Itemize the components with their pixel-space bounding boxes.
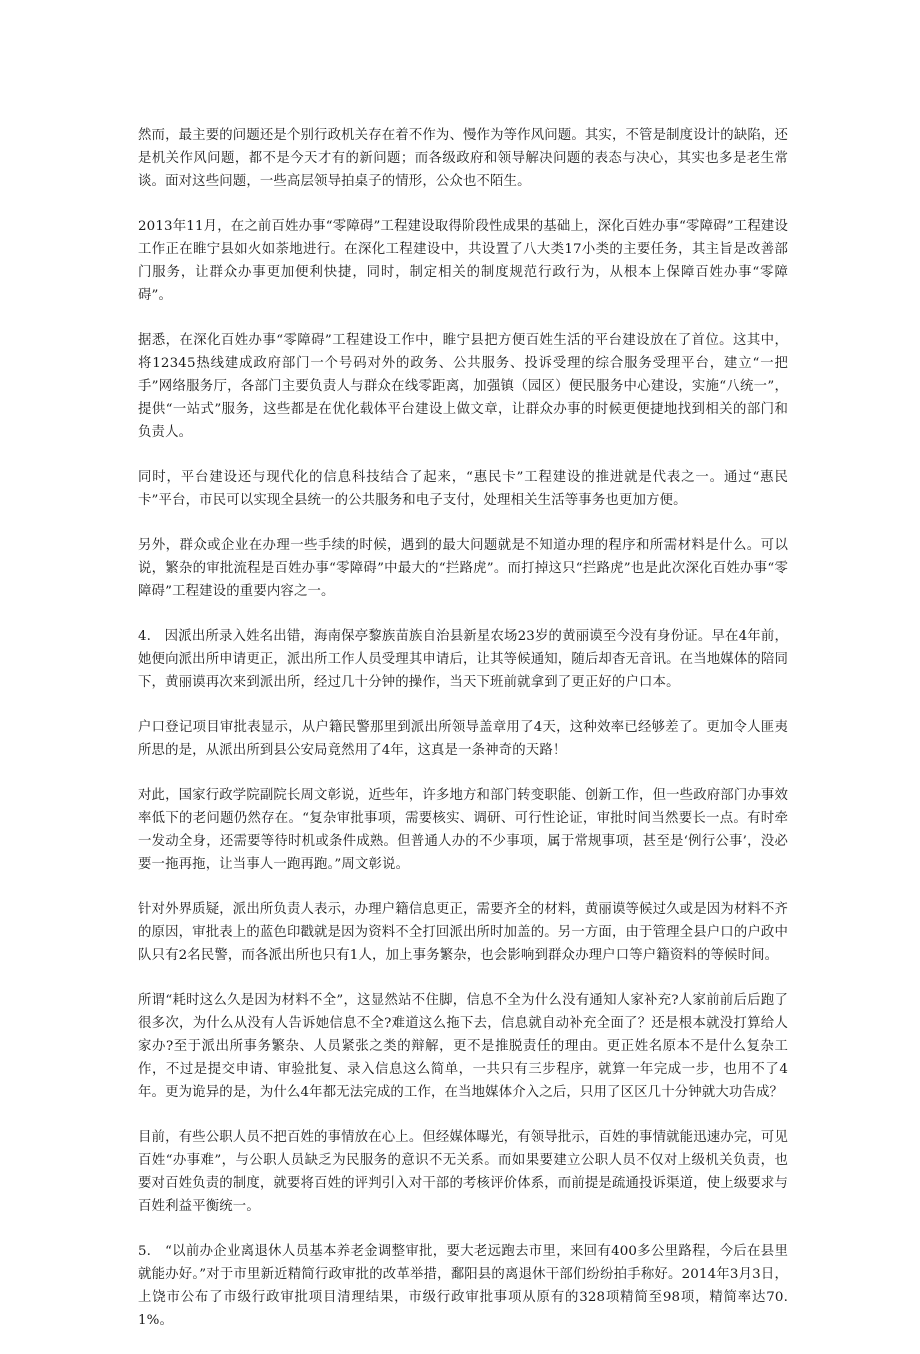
paragraph-5: 另外，群众或企业在办理一些手续的时候，遇到的最大问题就是不知道办理的程序和所需材料是什么。可以说，繁杂的审批流程是百姓办事“零障碍”中最大的“拦路虎”。而打掉这只“拦路虎”也是此次深化百姓办事“零障碍”工程建设的重要内容之一。 <box>138 538 788 599</box>
paragraph-9: 针对外界质疑，派出所负责人表示，办理户籍信息更正，需要齐全的材料，黄丽谟等候过久或是因为材料不齐的原因，审批表上的蓝色印戳就是因为资料不全打回派出所时加盖的。另一方面，由于管理全县户口的户政中队只有2名民警，而各派出所也只有1人，加上事务繁杂，也会影响到群众办理户口等户籍资料的等候时间。 <box>138 902 788 963</box>
paragraph-4: 同时，平台建设还与现代化的信息科技结合了起来，“惠民卡”工程建设的推进就是代表之一。通过“惠民卡”平台，市民可以实现全县统一的公共服务和电子支付，处理相关生活等事务也更加方便。 <box>138 470 788 508</box>
paragraph-12: 5. “以前办企业离退休人员基本养老金调整审批，要大老远跑去市里，来回有400多公里路程，今后在县里就能办好。”对于市里新近精简行政审批的改革举措，鄱阳县的离退休干部们纷纷拍手称好。2014年3月3日，上饶市公布了市级行政审批项目清理结果，市级行政审批事项从原有的328项精简至98项，精简率达70.1%。 <box>138 1244 788 1328</box>
paragraph-6: 4. 因派出所录入姓名出错，海南保亭黎族苗族自治县新星农场23岁的黄丽谟至今没有身份证。早在4年前，她便向派出所申请更正，派出所工作人员受理其申请后，让其等候通知，随后却杳无音讯。在当地媒体的陪同下，黄丽谟再次来到派出所，经过几十分钟的操作，当天下班前就拿到了更正好的户口本。 <box>138 629 788 690</box>
paragraph-1: 然而，最主要的问题还是个别行政机关存在着不作为、慢作为等作风问题。其实，不管是制度设计的缺陷，还是机关作风问题，都不是今天才有的新问题；而各级政府和领导解决问题的表态与决心，其实也多是老生常谈。面对这些问题，一些高层领导拍桌子的情形，公众也不陌生。 <box>138 128 788 189</box>
paragraph-3: 据悉，在深化百姓办事“零障碍”工程建设工作中，睢宁县把方便百姓生活的平台建设放在了首位。这其中，将12345热线建成政府部门一个号码对外的政务、公共服务、投诉受理的综合服务受理平台，建立“一把手”网络服务厅，各部门主要负责人与群众在线零距离，加强镇（园区）便民服务中心建设，实施“八统一”，提供“一站式”服务，这些都是在优化载体平台建设上做文章，让群众办事的时候更便捷地找到相关的部门和负责人。 <box>138 333 788 440</box>
paragraph-10: 所谓“耗时这么久是因为材料不全”，这显然站不住脚，信息不全为什么没有通知人家补充?人家前前后后跑了很多次，为什么从没有人告诉她信息不全?难道这么拖下去，信息就自动补充全面了？还是根本就没打算给人家办?至于派出所事务繁杂、人员紧张之类的辩解，更不是推脱责任的理由。更正姓名原本不是什么复杂工作，不过是提交申请、审验批复、录入信息这么简单，一共只有三步程序，就算一年完成一步，也用不了4年。更为诡异的是，为什么4年都无法完成的工作，在当地媒体介入之后，只用了区区几十分钟就大功告成？ <box>138 993 788 1100</box>
paragraph-11: 目前，有些公职人员不把百姓的事情放在心上。但经媒体曝光，有领导批示，百姓的事情就能迅速办完，可见百姓“办事难”，与公职人员缺乏为民服务的意识不无关系。而如果要建立公职人员不仅对上级机关负责，也要对百姓负责的制度，就要将百姓的评判引入对干部的考核评价体系，而前提是疏通投诉渠道，使上级要求与百姓利益平衡统一。 <box>138 1130 788 1214</box>
paragraph-7: 户口登记项目审批表显示，从户籍民警那里到派出所领导盖章用了4天，这种效率已经够差了。更加令人匪夷所思的是，从派出所到县公安局竟然用了4年，这真是一条神奇的天路！ <box>138 720 788 758</box>
paragraph-2: 2013年11月，在之前百姓办事“零障碍”工程建设取得阶段性成果的基础上，深化百姓办事“零障碍”工程建设工作正在睢宁县如火如荼地进行。在深化工程建设中，共设置了八大类17小类的主要任务，其主旨是改善部门服务，让群众办事更加便利快捷，同时，制定相关的制度规范行政行为，从根本上保障百姓办事“零障碍”。 <box>138 219 788 303</box>
paragraph-8: 对此，国家行政学院副院长周文彰说，近些年，许多地方和部门转变职能、创新工作，但一些政府部门办事效率低下的老问题仍然存在。“复杂审批事项，需要核实、调研、可行性论证，审批时间当然要长一点。有时牵一发动全身，还需要等待时机或条件成熟。但普通人办的不少事项，属于常规事项，甚至是‘例行公事’，没必要一拖再拖，让当事人一跑再跑。”周文彰说。 <box>138 788 788 872</box>
document-body <box>138 124 788 1354</box>
